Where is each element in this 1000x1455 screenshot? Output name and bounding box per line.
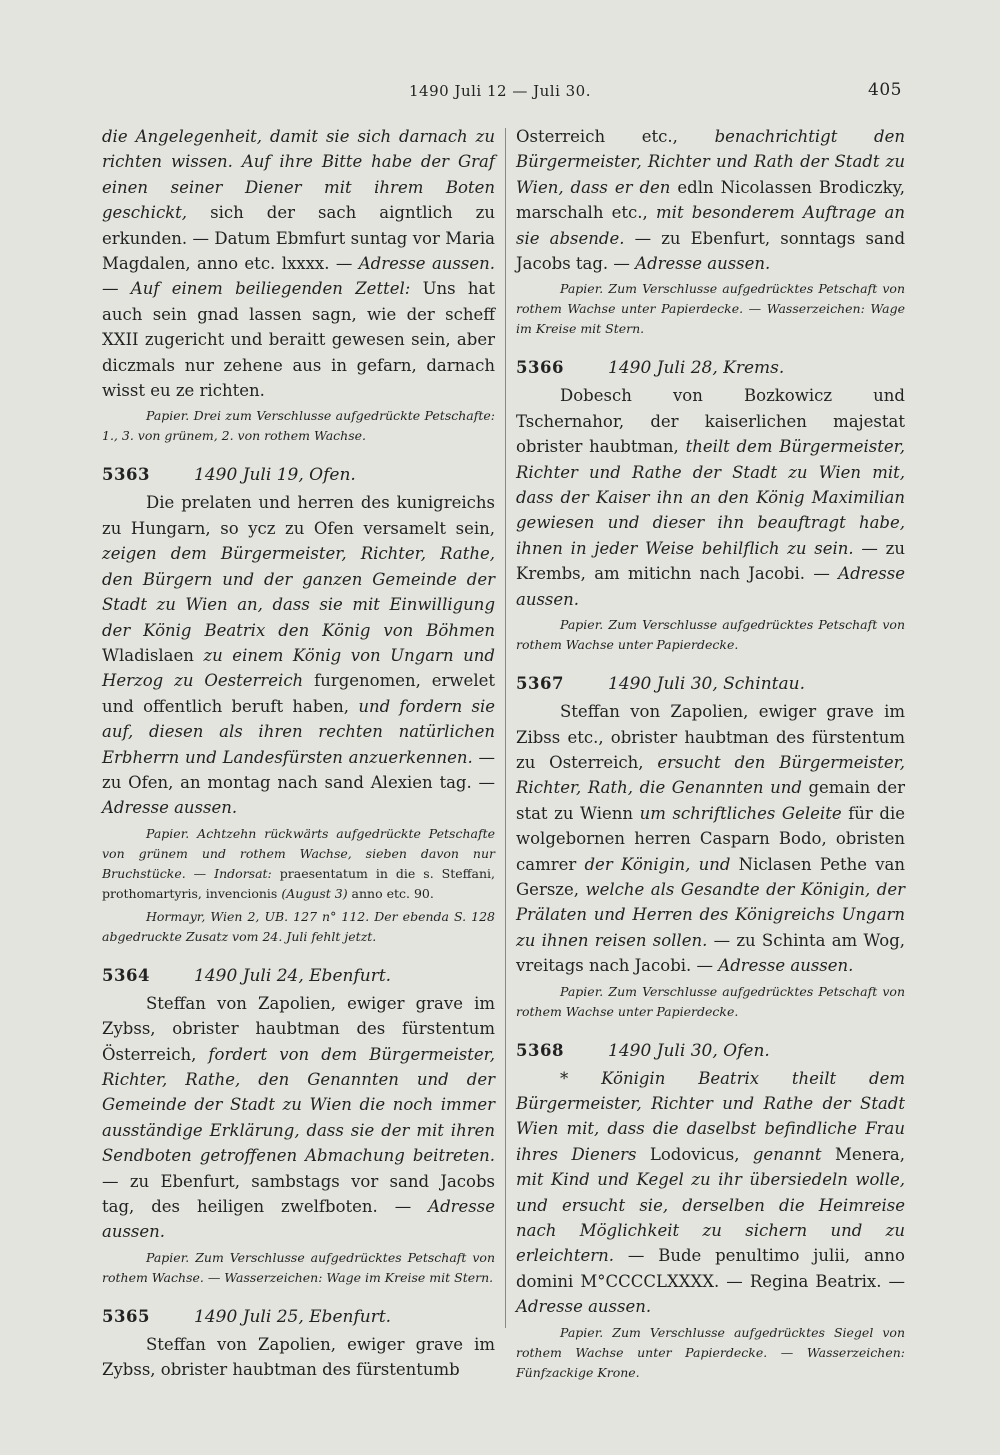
- text-segment: Menera,: [821, 1144, 905, 1164]
- entry-number: 5367: [516, 674, 564, 694]
- document-entry: [102, 462, 495, 946]
- entries-list: [516, 355, 905, 1382]
- document-entry: [516, 355, 905, 655]
- italic-text-segment: Adresse aussen.: [718, 956, 854, 976]
- note-segment: Papier. Zum Verschlusse aufgedrücktes Siegel von rothem Wachse unter Papierdecke. — Wasserzeichen: Fünfzackige Krone.: [516, 1324, 905, 1380]
- italic-text-segment: die Angelegenheit, damit sie sich darnach zu richten wissen. Auf ihre Bitte habe der Graf einen seiner Diener mit ihrem Boten geschickt,: [102, 127, 495, 223]
- text-segment: sich der sach aigntlich zu erkunden. — Datum Ebmfurt suntag vor Maria Magdalen, anno etc. lxxxx. —: [102, 203, 495, 274]
- note-segment: Hormayr, Wien 2, UB. 127 n° 112. Der ebenda S. 128 abgedruckte Zusatz vom 24. Juli fehlt jetzt.: [102, 908, 495, 944]
- text-segment: — zu Schinta am Wog, vreitags nach Jacobi. —: [516, 930, 905, 976]
- entry-date-place: 1490 Juli 30, Ofen.: [608, 1040, 770, 1061]
- italic-text-segment: * Königin Beatrix theilt dem Bürgermeister, Richter und Rathe der Stadt Wien mit, dass die daselbst befindliche Frau ihres Dieners: [516, 1068, 905, 1164]
- italic-text-segment: Adresse aussen.: [635, 254, 771, 274]
- entries-list: [102, 462, 495, 1382]
- entry-heading: [102, 963, 495, 989]
- italic-text-segment: um schriftliches Geleite: [639, 803, 842, 823]
- left-column: [102, 124, 495, 1383]
- text-segment: gemain der stat zu Wienn: [516, 778, 905, 823]
- text-segment: Wladislaen: [102, 645, 204, 665]
- continuation-note: Papier. Drei zum Verschlusse aufgedrückte Petschafte: 1., 3. von grünem, 2. von rothem Wachse.: [102, 408, 495, 444]
- italic-text-segment: welche als Gesandte der Königin, der Prälaten und Herren des Königreichs Ungarn zu ihnen reisen sollen.: [516, 879, 905, 950]
- italic-text-segment: zu einem König von Ungarn und Herzog zu Oesterreich: [102, 645, 495, 691]
- text-segment: Niclasen Pethe van Gersze,: [516, 854, 905, 899]
- text-segment: — zu Ebenfurt, sonntags sand Jacobs tag. —: [516, 228, 906, 274]
- italic-text-segment: mit besonderem Auftrage an sie absende.: [516, 203, 905, 248]
- entry-number: 5364: [102, 965, 150, 985]
- italic-text-segment: Adresse aussen.: [102, 1197, 495, 1242]
- text-segment: — zu Krembs, am mitichn nach Jacobi. —: [516, 538, 905, 584]
- text-segment: — Bude penultimo julii, anno domini M°CCCCLXXXX. — Regina Beatrix. —: [516, 1246, 905, 1291]
- entry-body: [102, 1332, 495, 1383]
- entry-heading: [516, 671, 905, 697]
- entry-note: [516, 615, 905, 655]
- text-segment: Steffan von Zapolien, ewiger grave im Zybss, obrister haubtman des fürstentumb: [102, 1334, 495, 1380]
- entry-date-place: 1490 Juli 24, Ebenfurt.: [194, 965, 392, 986]
- entry-heading: [516, 355, 905, 381]
- entry-note: [102, 1248, 495, 1288]
- entry-number: 5365: [102, 1306, 150, 1326]
- italic-text-segment: ersucht den Bürgermeister, Richter, Rath, die Genannten und: [516, 752, 905, 798]
- text-segment: Osterreich etc.,: [516, 127, 715, 146]
- right-column: [516, 124, 905, 1383]
- note-segment: Papier. Achtzehn rückwärts aufgedrückte Petschafte von grünem und rothem Wachse, sieben davon nur Bruchstücke. — Indorsat:: [102, 825, 495, 881]
- entry-note: [516, 982, 905, 1022]
- italic-text-segment: genannt: [752, 1144, 822, 1164]
- entry-number: 5366: [516, 358, 564, 378]
- entry-date-place: 1490 Juli 30, Schintau.: [608, 674, 805, 695]
- italic-text-segment: Adresse aussen.: [516, 564, 905, 609]
- entry-number: 5363: [102, 465, 150, 485]
- text-segment: Steffan von Zapolien, ewiger grave im Zybss, obrister haubtman des fürstentum Österreich,: [102, 993, 495, 1064]
- entry-note: [102, 907, 495, 947]
- entry-date-place: 1490 Juli 19, Ofen.: [194, 465, 356, 486]
- entry-date-place: 1490 Juli 25, Ebenfurt.: [194, 1306, 392, 1327]
- italic-text-segment: mit Kind und Kegel zu ihr übersiedeln wolle, und ersucht sie, derselben die Heimreise nach Möglichkeit zu sichern und zu erleichtern.: [516, 1170, 905, 1266]
- note-segment: Papier. Zum Verschlusse aufgedrücktes Petschaft von rothem Wachse unter Papierdecke.: [516, 617, 905, 653]
- text-segment: Lodovicus,: [636, 1144, 753, 1164]
- entry-date-place: 1490 Juli 28, Krems.: [608, 358, 785, 379]
- text-segment: furgenomen, erwelet und offentlich beruft haben,: [102, 671, 495, 716]
- italic-text-segment: Adresse aussen.: [516, 1297, 652, 1317]
- entry-number: 5368: [516, 1040, 564, 1060]
- entry-body: [516, 699, 905, 978]
- note-segment: Papier. Zum Verschlusse aufgedrücktes Petschaft von rothem Wachse unter Papierdecke.: [516, 983, 905, 1019]
- italic-text-segment: fordert von dem Bürgermeister, Richter, Rathe, den Genannten und der Gemeinde der Stadt zu Wien die noch immer ausständige Erklärung, dass sie der mit ihren Sendboten getroffenen Abmachung beitreten.: [102, 1044, 495, 1166]
- text-segment: Uns hat auch sein gnad lassen sagn, wie der scheff XXII zugericht und beraitt gewesen sein, aber diczmals nur zehene aus in gefarn, darnach wisst eu ze richten.: [102, 279, 495, 401]
- document-entry: [516, 1038, 905, 1383]
- continuation-text: [102, 124, 495, 403]
- italic-text-segment: Adresse aussen.: [102, 798, 238, 818]
- entry-body: [516, 1066, 905, 1320]
- running-header: [0, 82, 1000, 106]
- running-title: 1490 Juli 12 — Juli 30.: [409, 82, 591, 100]
- note-segment: (August 3): [281, 885, 348, 901]
- entry-body: [102, 991, 495, 1245]
- text-segment: für die wolgebornen herren Casparn Bodo, obristen camrer: [516, 803, 905, 874]
- italic-text-segment: benachrichtigt den Bürgermeister, Richter und Rath der Stadt zu Wien, dass er den: [516, 127, 905, 197]
- italic-text-segment: und fordern sie auf, diesen als ihren rechten natürlichen Erbherrn und Landesfürsten anzuerkennen.: [102, 696, 496, 767]
- note-segment: Papier. Zum Verschlusse aufgedrücktes Petschaft von rothem Wachse. — Wasserzeichen: Wage im Kreise mit Stern.: [102, 1249, 495, 1285]
- continuation-note: Papier. Zum Verschlusse aufgedrücktes Petschaft von rothem Wachse unter Papierdecke. — Wasserzeichen: Wage im Kreise mit Stern.: [516, 281, 905, 337]
- entry-note: [102, 824, 495, 904]
- italic-text-segment: der Königin, und: [584, 854, 731, 874]
- text-segment: Die prelaten und herren des kunigreichs zu Hungarn, so ycz zu Ofen versamelt sein,: [102, 493, 495, 538]
- column-divider: [505, 128, 506, 1328]
- text-segment: Dobesch von Bozkowicz und Tschernahor, der kaiserlichen majestat obrister haubtman,: [516, 386, 905, 457]
- entry-heading: [516, 1038, 905, 1064]
- document-entry: [516, 671, 905, 1021]
- text-segment: — zu Ebenfurt, sambstags vor sand Jacobs tag, des heiligen zwelfboten. —: [102, 1171, 495, 1216]
- note-segment: praesentatum in die s. Steffani, prothomartyris, invencionis: [102, 865, 495, 901]
- text-segment: — zu Ofen, an montag nach sand Alexien tag. —: [102, 747, 495, 792]
- text-segment: Steffan von Zapolien, ewiger grave im Zibss etc., obrister haubtman des fürstentum zu Osterreich,: [516, 702, 905, 772]
- entry-heading: [102, 462, 495, 488]
- entry-note: [516, 1323, 905, 1383]
- continuation-text: [516, 124, 905, 276]
- document-entry: [102, 1304, 495, 1383]
- text-segment: edln Nicolassen Brodiczky, marschalh etc.,: [516, 177, 905, 223]
- note-segment: anno etc. 90.: [347, 885, 434, 901]
- document-entry: [102, 963, 495, 1288]
- entry-body: [516, 383, 905, 612]
- entry-heading: [102, 1304, 495, 1330]
- entry-body: [102, 490, 495, 820]
- italic-text-segment: theilt dem Bürgermeister, Richter und Rathe der Stadt zu Wien mit, dass der Kaiser ihn an den König Maximilian gewiesen und dieser ihn beauftragt habe, ihnen in jeder Weise behilflich zu sein.: [516, 437, 905, 558]
- page-number: 405: [868, 80, 902, 100]
- italic-text-segment: zeigen dem Bürgermeister, Richter, Rathe, den Bürgern und der ganzen Gemeinde der Stadt zu Wien an, dass sie mit Einwilligung der König Beatrix den König von Böhmen: [102, 544, 495, 640]
- italic-text-segment: Adresse aussen. — Auf einem beiliegenden Zettel:: [102, 254, 495, 299]
